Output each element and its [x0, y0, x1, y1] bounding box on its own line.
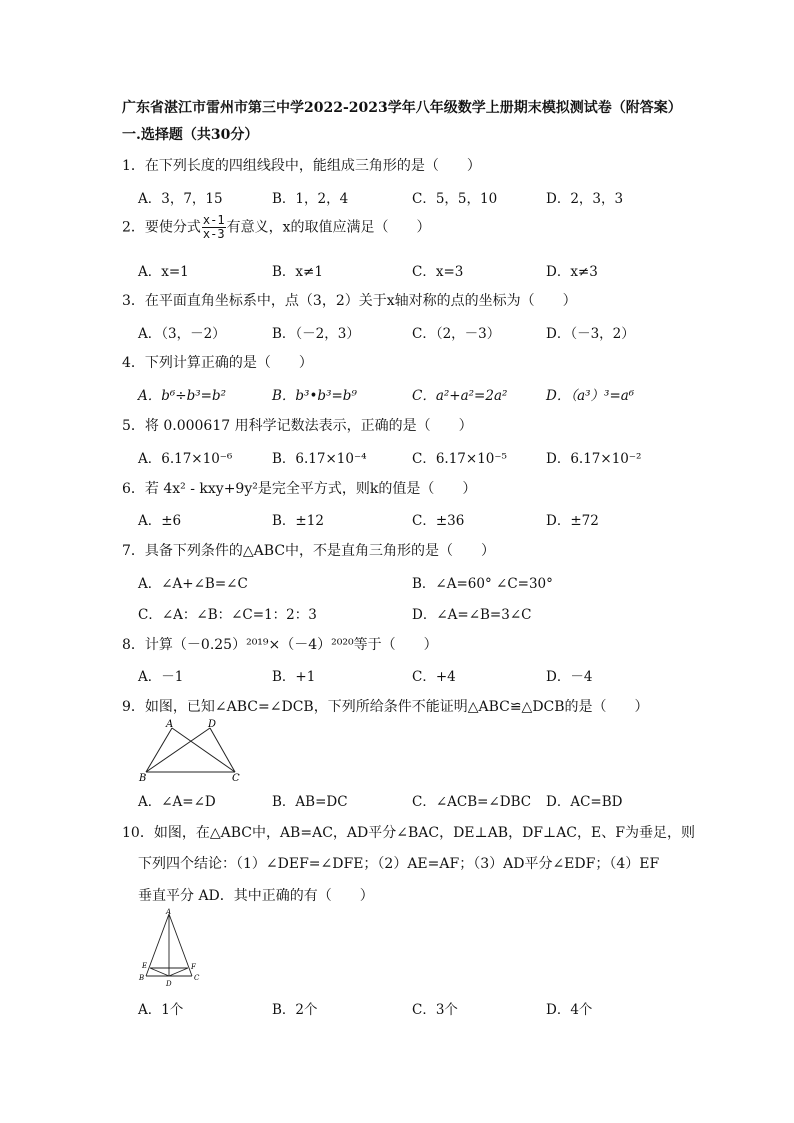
question-2-stem: [122, 214, 431, 241]
question-4-option-c[interactable]: C．a²+a²=2a²: [412, 388, 508, 404]
question-8-option-c[interactable]: C．+4: [412, 669, 456, 685]
question-8-stem: 8．计算（－0.25）²⁰¹⁹×（－4）²⁰²⁰等于（ ）: [122, 637, 438, 653]
fig10-label-f: F: [191, 963, 196, 971]
fig9-label-c: C: [232, 773, 240, 784]
fig10-label-a: A: [166, 908, 172, 916]
question-10-option-a[interactable]: A．1个: [138, 1002, 184, 1018]
fig10-label-e: E: [142, 962, 148, 970]
question-7-option-d[interactable]: D．∠A=∠B=3∠C: [412, 607, 532, 623]
question-2-option-b[interactable]: B．x≠1: [272, 264, 323, 280]
fraction-denominator: x-3: [202, 227, 225, 241]
question-9-figure: [138, 716, 248, 784]
question-2-option-c[interactable]: C．x=3: [412, 264, 464, 280]
question-3-option-b[interactable]: B．（－2，3）: [272, 326, 360, 342]
question-8-option-a[interactable]: A．－1: [138, 669, 184, 685]
question-1-option-b[interactable]: B．1，2，4: [272, 191, 349, 207]
question-3-option-a[interactable]: A．（3，－2）: [138, 326, 226, 342]
question-10-stem-line-1: 10．如图，在△ABC中，AB=AC，AD平分∠BAC，DE⊥AB，DF⊥AC，E、F为垂足，则: [122, 825, 695, 841]
question-4-option-a[interactable]: A．b⁶÷b³=b²: [138, 388, 227, 404]
question-9-option-a[interactable]: A．∠A=∠D: [138, 794, 216, 810]
question-10-figure: [136, 908, 208, 992]
fig10-label-d: D: [166, 980, 172, 988]
question-1-option-c[interactable]: C．5，5，10: [412, 191, 498, 207]
question-1-stem: 1．在下列长度的四组线段中，能组成三角形的是（ ）: [122, 158, 481, 174]
question-7-option-a[interactable]: A．∠A+∠B=∠C: [138, 576, 248, 592]
question-6-option-d[interactable]: D．±72: [546, 513, 599, 529]
question-7-option-c[interactable]: C．∠A：∠B：∠C=1：2：3: [138, 607, 317, 623]
question-5-option-a[interactable]: A．6.17×10⁻⁶: [138, 451, 233, 467]
question-10-option-c[interactable]: C．3个: [412, 1002, 458, 1018]
question-9-stem: 9．如图，已知∠ABC=∠DCB，下列所给条件不能证明△ABC≌△DCB的是（ ）: [122, 699, 649, 715]
question-1-option-a[interactable]: A．3，7，15: [138, 191, 223, 207]
question-2-option-a[interactable]: A．x=1: [138, 264, 189, 280]
question-4-option-b[interactable]: B．b³•b³=b⁹: [272, 388, 357, 404]
question-8-option-b[interactable]: B．+1: [272, 669, 316, 685]
question-2-stem-post: 有意义，x的取值应满足（ ）: [226, 219, 431, 236]
question-1-option-d[interactable]: D．2，3，3: [546, 191, 624, 207]
section-heading: 一.选择题（共30分）: [122, 127, 259, 143]
question-5-option-d[interactable]: D．6.17×10⁻²: [546, 451, 642, 467]
question-6-option-c[interactable]: C．±36: [412, 513, 465, 529]
question-2-option-d[interactable]: D．x≠3: [546, 264, 598, 280]
fraction-numerator: x-1: [202, 213, 225, 227]
question-10-stem-line-3: 垂直平分 AD．其中正确的有（ ）: [138, 888, 374, 904]
fraction: [202, 214, 226, 241]
question-10-option-d[interactable]: D．4个: [546, 1002, 593, 1018]
question-8-option-d[interactable]: D．－4: [546, 669, 593, 685]
question-5-option-c[interactable]: C．6.17×10⁻⁵: [412, 451, 507, 467]
question-6-option-a[interactable]: A．±6: [138, 513, 182, 529]
fig9-label-b: B: [139, 773, 147, 784]
fig10-label-c: C: [194, 974, 200, 982]
fig9-label-a: A: [166, 719, 174, 730]
question-3-option-c[interactable]: C．（2，－3）: [412, 326, 501, 342]
question-9-option-c[interactable]: C．∠ACB=∠DBC: [412, 794, 532, 810]
question-6-stem: 6．若 4x² - kxy+9y²是完全平方式，则k的值是（ ）: [122, 481, 477, 497]
question-10-stem-line-2: 下列四个结论：（1）∠DEF=∠DFE；（2）AE=AF；（3）AD平分∠EDF；（4）EF: [138, 856, 660, 872]
question-4-option-d[interactable]: D．（a³）³=a⁶: [546, 388, 635, 404]
question-6-option-b[interactable]: B．±12: [272, 513, 324, 529]
question-5-option-b[interactable]: B．6.17×10⁻⁴: [272, 451, 367, 467]
question-5-stem: 5．将 0.000617 用科学记数法表示，正确的是（ ）: [122, 418, 473, 434]
question-9-option-b[interactable]: B．AB=DC: [272, 794, 348, 810]
question-3-stem: 3．在平面直角坐标系中，点（3，2）关于x轴对称的点的坐标为（ ）: [122, 293, 577, 309]
question-9-option-d[interactable]: D．AC=BD: [546, 794, 623, 810]
question-2-stem-pre: 2．要使分式: [122, 219, 201, 236]
document-title: 广东省湛江市雷州市第三中学2022-2023学年八年级数学上册期末模拟测试卷（附答案）: [122, 100, 682, 116]
question-3-option-d[interactable]: D．（－3，2）: [546, 326, 635, 342]
question-10-option-b[interactable]: B．2个: [272, 1002, 318, 1018]
question-7-stem: 7．具备下列条件的△ABC中，不是直角三角形的是（ ）: [122, 543, 496, 559]
question-4-stem: 4．下列计算正确的是（ ）: [122, 355, 313, 371]
question-7-option-b[interactable]: B．∠A=60° ∠C=30°: [412, 576, 553, 592]
fig10-label-b: B: [139, 974, 145, 982]
fig9-label-d: D: [208, 719, 217, 730]
